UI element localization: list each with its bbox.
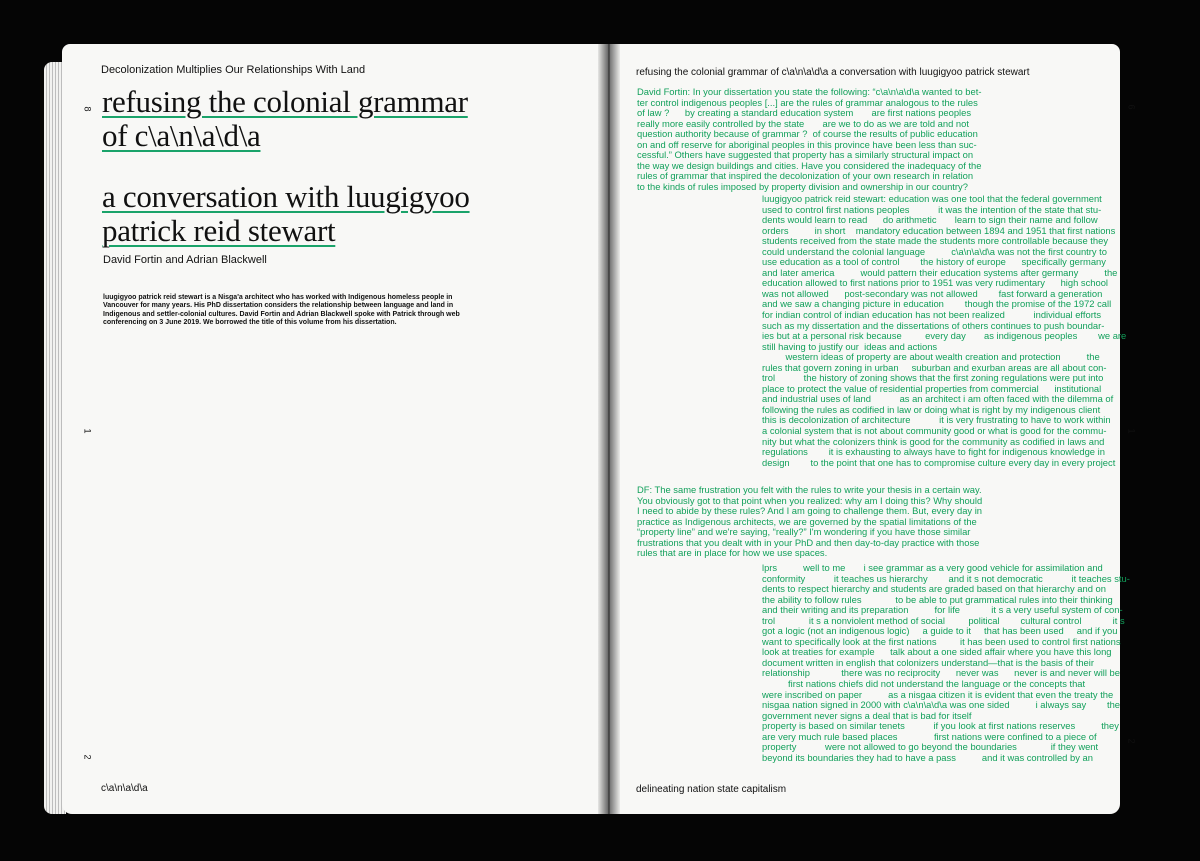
article-subtitle xyxy=(102,180,470,248)
book-gutter xyxy=(598,44,620,814)
right-footer: delineating nation state capitalism xyxy=(636,784,787,795)
answer-luugigyoo-1: luugigyoo patrick reid stewart: education was one tool that the federal government used to control first nations peoples it was the intention of the state that stu- dents would learn to read do arithmetic learn to sign their name and follow orders in short mandatory education between 1894 and 1951 that first nations students received from the state made the students more controllable because they could understand the colonial language c\a\n\a\d\a was not the first country to use education as a tool of control the history of europe specifically germany and later america would pattern their education systems after germany the education allowed to first nations prior to 1951 was very rudimentary high school was not allowed post-secondary was not allowed fast forward a generation and we saw a changing picture in education though the promise of the 1972 call for indian control of indian education has not been realized individual efforts such as my dissertation and the dissertations of others continues to push boundar- ies but at a personal risk because every day as indigenous peoples we are still having to justify our ideas and actions western ideas of property are about wealth creation and protection the rules that govern zoning in urban suburban and exurban areas are all about con- trol the history of zoning shows that the first zoning regulations were put into place to protect the value of residential properties from commercial institutional and industrial uses of land as an architect i am often faced with the dilemma of following the rules as codified in law or doing what is right by my indigenous client this is decolonization of architecture it is very frustrating to have to work within a colonial system that is not about community good or what is good for the commu- nity but what the colonizers think is good for the community as codified in laws and regulations it is exhausting to always have to fight for indigenous knowledge in design to the point that one has to compromise culture every day in every project xyxy=(762,193,1127,468)
left-margin-number-middle: 1 xyxy=(82,428,93,434)
left-running-head: Decolonization Multiplies Our Relationships With Land xyxy=(101,64,366,76)
right-margin-number-top: 6 xyxy=(1126,104,1137,110)
left-footer: c\a\n\a\d\a xyxy=(101,783,148,794)
article-subtitle-line-1: a conversation with luugigyoo xyxy=(102,179,470,214)
article-title-line-2: of c\a\n\a\d\a xyxy=(102,118,261,153)
article-title xyxy=(102,85,468,153)
article-subtitle-line-2: patrick reid stewart xyxy=(102,213,336,248)
right-margin-number-bottom: 2 xyxy=(1126,738,1137,744)
right-running-head: refusing the colonial grammar of c\a\n\a\d\a a conversation with luugigyoo patrick stewart xyxy=(636,67,1030,78)
answer-lprs-2: lprs well to me i see grammar as a very good vehicle for assimilation and conformity it teaches us hierarchy and it s not democratic it teaches stu- dents to respect hierarchy and students are graded based on that hierarchy and on the ability to follow rules to be able to put grammatical rules into their thinking and their writing and its preparation for life it s a very useful system of con- trol it s a nonviolent method of social political cultural control it s got a logic (not an indigenous logic) a guide to it that has been used and if you want to specifically look at the first nations it has been used to control first nations look at treaties for example talk about a one sided affair where you have this long document written in english that colonizers understand—that is the basis of their relationship there was no reciprocity never was never is and never will be first nations chiefs did not understand the language or the concepts that were inscribed on paper as a nisgaa citizen it is evident that even the treaty the nisgaa nation signed in 2000 with c\a\n\a\d\a was one sided i always say the government never signs a deal that is bad for itself property is based on similar tenets if you look at first nations reserves they are very much rule based places first nations were confined to a piece of property were not allowed to go beyond the boundaries if they went beyond its boundaries they had to have a pass and it was controlled by an xyxy=(762,562,1130,763)
left-page xyxy=(62,44,604,814)
left-margin-number-bottom: 2 xyxy=(82,754,93,760)
right-margin-number-middle: 1 xyxy=(1126,428,1137,434)
article-title-line-1: refusing the colonial grammar xyxy=(102,84,468,119)
left-margin-number-top: 8 xyxy=(82,106,93,112)
question-df: DF: The same frustration you felt with the rules to write your thesis in a certain way. You obviously got to that point when you realized: why am I doing this? Why should I need to abide by these rules? And I am going to challenge them. But, every day in practice as Indigenous architects, we are governed by the spatial limitations of the “property line” and we're saying, “really?” I'm wondering if you have those similar frustrations that you dealt with in your PhD and then day-to-day practice with those rules that are in place for how we use spaces. xyxy=(637,484,983,559)
question-david-fortin: David Fortin: In your dissertation you state the following: “c\a\n\a\d\a wanted to bet- ter control indigenous peoples [...] are the rules of grammar analogous to the rules of law ? by creating a standard education system are first nations peoples really more easily controlled by the state are we to do as we are told and not question authority because of grammar ? of course the results of public education on and off reserve for aboriginal peoples in this province have been less than suc- cessful.” Others have suggested that property has a similarly structural impact on the way we design buildings and cities. Have you considered the inadequacy of the rules of grammar that inspired the decolonization of your own research in relation to the kinds of rules imposed by property division and ownership in our country? xyxy=(637,86,982,192)
authors-line: David Fortin and Adrian Blackwell xyxy=(103,254,267,266)
intro-paragraph: luugigyoo patrick reid stewart is a Nisga'a architect who has worked with Indigenous homeless people in Vancouver for many years. His PhD dissertation considers the relationship between language and land in Indigenous and settler-colonial cultures. David Fortin and Adrian Blackwell spoke with Patrick through web conferencing on 3 June 2019. We borrowed the title of this volume from his dissertation. xyxy=(103,294,460,327)
